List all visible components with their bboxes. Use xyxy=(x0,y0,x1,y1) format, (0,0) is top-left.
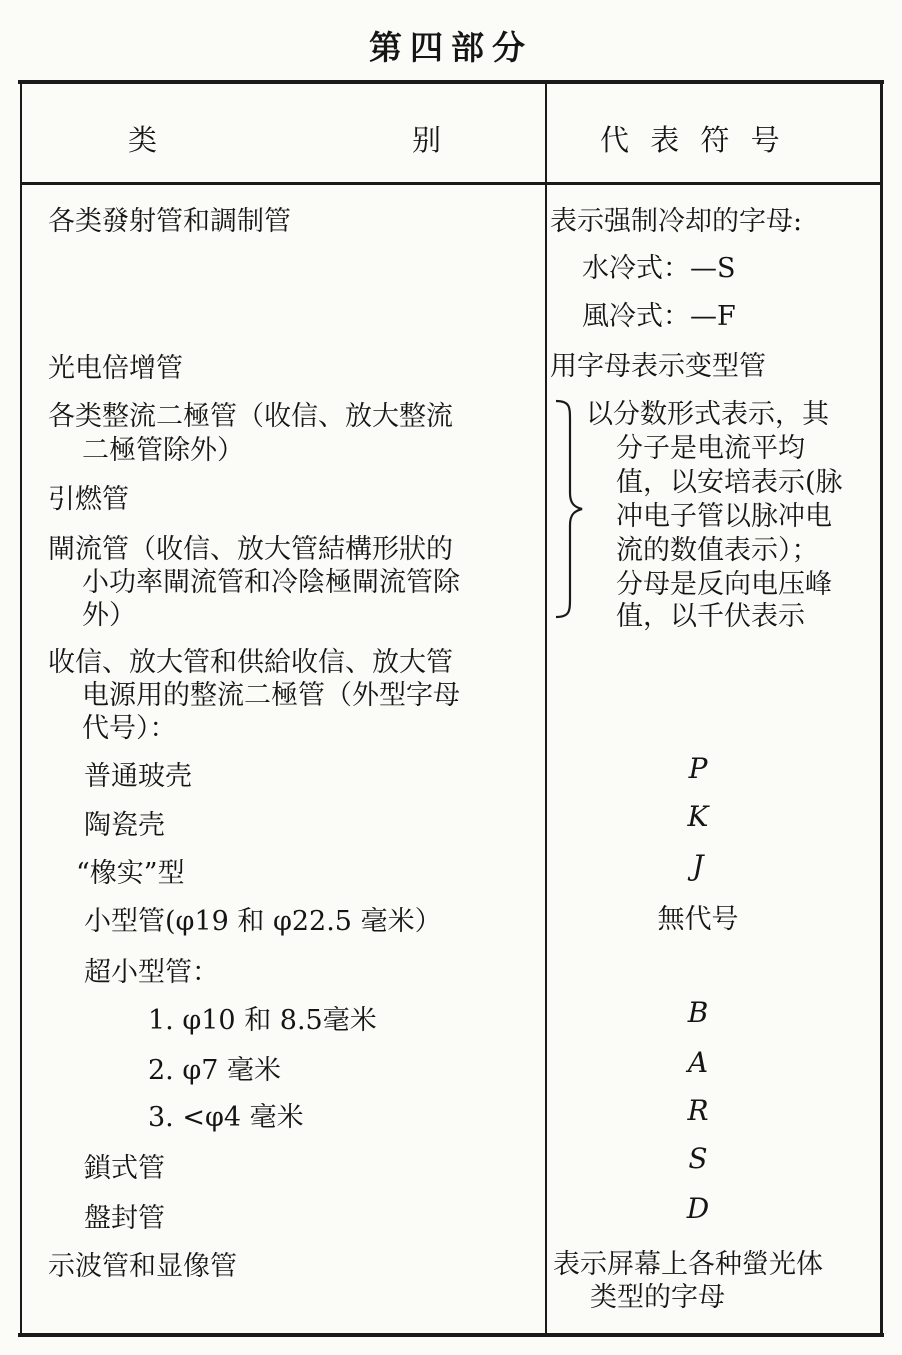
category-rectifier-2: 二極管除外） xyxy=(82,435,244,466)
category-thyratron-3: 外） xyxy=(82,600,136,631)
item-label: 2. φ7 毫米 xyxy=(148,1055,282,1086)
fraction-note-7: 值，以千伏表示 xyxy=(616,601,805,632)
header-rule xyxy=(22,182,880,185)
category-oscilloscope: 示波管和显像管 xyxy=(48,1251,237,1282)
category-receiving-2: 电源用的整流二極管（外型字母 xyxy=(82,680,460,711)
symbol-transmitting-1: 表示强制冷却的字母: xyxy=(550,206,803,237)
category-receiving-3: 代号）： xyxy=(82,713,177,744)
item-label: 陶瓷壳 xyxy=(84,810,165,841)
item-symbol: K xyxy=(687,800,709,833)
top-rule xyxy=(18,80,884,84)
column-divider xyxy=(545,84,547,1333)
fraction-note-2: 分子是电流平均 xyxy=(616,433,805,464)
symbol-oscilloscope-2: 类型的字母 xyxy=(590,1282,725,1313)
item-label: 3. <φ4 毫米 xyxy=(148,1102,304,1133)
bottom-rule xyxy=(18,1333,884,1337)
category-rectifier-1: 各类整流二極管（收信、放大整流 xyxy=(48,401,453,432)
item-label: 小型管(φ19 和 φ22.5 毫米） xyxy=(84,906,442,937)
symbol-photomultiplier: 用字母表示变型管 xyxy=(550,351,766,382)
fraction-note-5: 流的数值表示）； xyxy=(616,535,819,566)
item-symbol: 無代号 xyxy=(657,904,739,935)
category-receiving-1: 收信、放大管和供給收信、放大管 xyxy=(48,647,453,678)
fraction-note-3: 值，以安培表示(脉 xyxy=(616,467,843,498)
item-label: 鎖式管 xyxy=(84,1153,165,1184)
category-igniter: 引燃管 xyxy=(48,484,129,515)
right-rule xyxy=(880,80,883,1337)
symbol-transmitting-2: 水冷式：—S xyxy=(582,253,736,284)
symbol-transmitting-3: 風冷式：—F xyxy=(582,301,736,332)
category-photomultiplier: 光电倍增管 xyxy=(48,353,183,384)
item-symbol: P xyxy=(688,752,708,785)
item-label: 盤封管 xyxy=(84,1203,165,1234)
curly-brace xyxy=(548,397,588,622)
item-symbol: R xyxy=(687,1094,709,1127)
item-symbol: S xyxy=(688,1142,708,1175)
header-category-1: 类 xyxy=(128,123,160,157)
item-symbol: D xyxy=(686,1192,710,1225)
fraction-note-1: 以分数形式表示，其 xyxy=(586,399,829,430)
category-transmitting: 各类發射管和調制管 xyxy=(48,206,291,237)
symbol-oscilloscope-1: 表示屏幕上各种螢光体 xyxy=(553,1249,823,1280)
header-symbol: 代 表 符 号 xyxy=(600,123,786,157)
header-category-2: 别 xyxy=(412,123,444,157)
item-label: “橡实”型 xyxy=(76,858,185,889)
item-symbol: B xyxy=(687,996,709,1029)
fraction-note-4: 冲电子管以脉冲电 xyxy=(616,501,832,532)
fraction-note-6: 分母是反向电压峰 xyxy=(616,569,832,600)
item-label: 超小型管： xyxy=(84,957,219,988)
item-symbol: A xyxy=(687,1046,709,1079)
page-title: 第四部分 xyxy=(369,28,533,67)
item-label: 普通玻壳 xyxy=(84,761,192,792)
left-rule xyxy=(20,80,22,1337)
item-symbol: J xyxy=(692,849,704,882)
category-thyratron-2: 小功率閘流管和冷陰極閘流管除 xyxy=(82,567,460,598)
item-label: 1. φ10 和 8.5毫米 xyxy=(148,1005,377,1036)
category-thyratron-1: 閘流管（收信、放大管結構形狀的 xyxy=(48,534,453,565)
